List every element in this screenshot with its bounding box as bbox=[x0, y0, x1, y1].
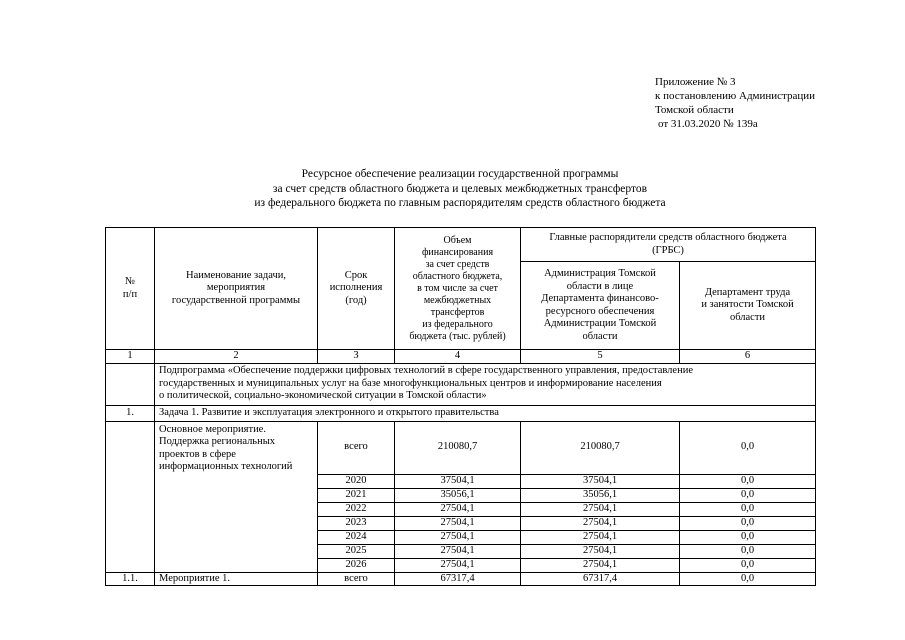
year-cell: 2023 bbox=[318, 516, 395, 530]
main-event-labor: 0,0 bbox=[680, 421, 816, 474]
task-num: 1. bbox=[106, 405, 155, 421]
year-admin: 27504,1 bbox=[521, 502, 680, 516]
year-admin: 27504,1 bbox=[521, 544, 680, 558]
col-number: 4 bbox=[395, 350, 521, 364]
year-labor: 0,0 bbox=[680, 558, 816, 572]
main-event-num-cell bbox=[106, 421, 155, 572]
header-grbs: Главные распорядители средств областного бюджета (ГРБС) bbox=[521, 228, 816, 262]
year-cell: 2020 bbox=[318, 474, 395, 488]
main-event-name: Основное мероприятие. Поддержка региональных проектов в сфере информационных технологий bbox=[155, 421, 318, 572]
resource-table bbox=[105, 227, 816, 586]
header-admin: Администрация Томской области в лице Департамента финансово- ресурсного обеспечения Администрации Томской области bbox=[521, 262, 680, 350]
year-volume: 35056,1 bbox=[395, 488, 521, 502]
main-event-admin: 210080,7 bbox=[521, 421, 680, 474]
year-admin: 35056,1 bbox=[521, 488, 680, 502]
document-title bbox=[100, 167, 820, 211]
header-name: Наименование задачи, мероприятия государственной программы bbox=[155, 228, 318, 350]
event1-admin: 67317,4 bbox=[521, 572, 680, 586]
subprogram-text: Подпрограмма «Обеспечение поддержки цифровых технологий в сфере государственного управления, предоставление государственных и муниципальных услуг на базе многофункциональных центров и информирование населения о политической, социально-экономической ситуации в Томской области» bbox=[155, 363, 816, 405]
event1-name: Мероприятие 1. bbox=[155, 572, 318, 586]
title-line-1: Ресурсное обеспечение реализации государственной программы bbox=[301, 168, 619, 180]
main-event-volume: 210080,7 bbox=[395, 421, 521, 474]
year-labor: 0,0 bbox=[680, 502, 816, 516]
appendix-line-2: к постановлению Администрации bbox=[655, 90, 816, 102]
appendix-line-4: от 31.03.2020 № 139а bbox=[658, 118, 758, 130]
year-admin: 27504,1 bbox=[521, 530, 680, 544]
col-number: 3 bbox=[318, 350, 395, 364]
year-cell: 2021 bbox=[318, 488, 395, 502]
task-name: Задача 1. Развитие и эксплуатация электронного и открытого правительства bbox=[155, 405, 816, 421]
subprogram-row bbox=[106, 363, 816, 405]
header-volume: Объем финансирования за счет средств областного бюджета, в том числе за счет межбюджетных трансфертов из федерального бюджета (тыс. рублей) bbox=[395, 228, 521, 350]
appendix-block bbox=[655, 75, 815, 131]
year-labor: 0,0 bbox=[680, 530, 816, 544]
year-volume: 27504,1 bbox=[395, 502, 521, 516]
event1-labor: 0,0 bbox=[680, 572, 816, 586]
appendix-line-1: Приложение № 3 bbox=[655, 76, 736, 88]
year-volume: 27504,1 bbox=[395, 530, 521, 544]
year-labor: 0,0 bbox=[680, 544, 816, 558]
year-cell: 2022 bbox=[318, 502, 395, 516]
year-cell: 2025 bbox=[318, 544, 395, 558]
year-labor: 0,0 bbox=[680, 516, 816, 530]
col-number: 2 bbox=[155, 350, 318, 364]
col-number: 5 bbox=[521, 350, 680, 364]
year-admin: 27504,1 bbox=[521, 516, 680, 530]
title-line-2: за счет средств областного бюджета и целевых межбюджетных трансфертов bbox=[272, 182, 648, 195]
column-number-row bbox=[106, 350, 816, 364]
main-event-row bbox=[106, 421, 816, 474]
appendix-line-3: Томской области bbox=[655, 104, 734, 116]
event1-num: 1.1. bbox=[106, 572, 155, 586]
main-event-term: всего bbox=[318, 421, 395, 474]
year-cell: 2024 bbox=[318, 530, 395, 544]
year-cell: 2026 bbox=[318, 558, 395, 572]
year-admin: 27504,1 bbox=[521, 558, 680, 572]
header-labor: Департамент труда и занятости Томской области bbox=[680, 262, 816, 350]
year-volume: 27504,1 bbox=[395, 544, 521, 558]
subprogram-num-cell bbox=[106, 363, 155, 405]
col-number: 6 bbox=[680, 350, 816, 364]
task-row bbox=[106, 405, 816, 421]
col-number: 1 bbox=[106, 350, 155, 364]
year-admin: 37504,1 bbox=[521, 474, 680, 488]
year-labor: 0,0 bbox=[680, 474, 816, 488]
year-volume: 37504,1 bbox=[395, 474, 521, 488]
year-labor: 0,0 bbox=[680, 488, 816, 502]
title-line-3: из федерального бюджета по главным распорядителям средств областного бюджета bbox=[254, 197, 666, 209]
event1-volume: 67317,4 bbox=[395, 572, 521, 586]
event1-term: всего bbox=[318, 572, 395, 586]
event1-row bbox=[106, 572, 816, 586]
header-term: Срок исполнения (год) bbox=[318, 228, 395, 350]
year-volume: 27504,1 bbox=[395, 558, 521, 572]
year-volume: 27504,1 bbox=[395, 516, 521, 530]
header-num: № п/п bbox=[106, 228, 155, 350]
